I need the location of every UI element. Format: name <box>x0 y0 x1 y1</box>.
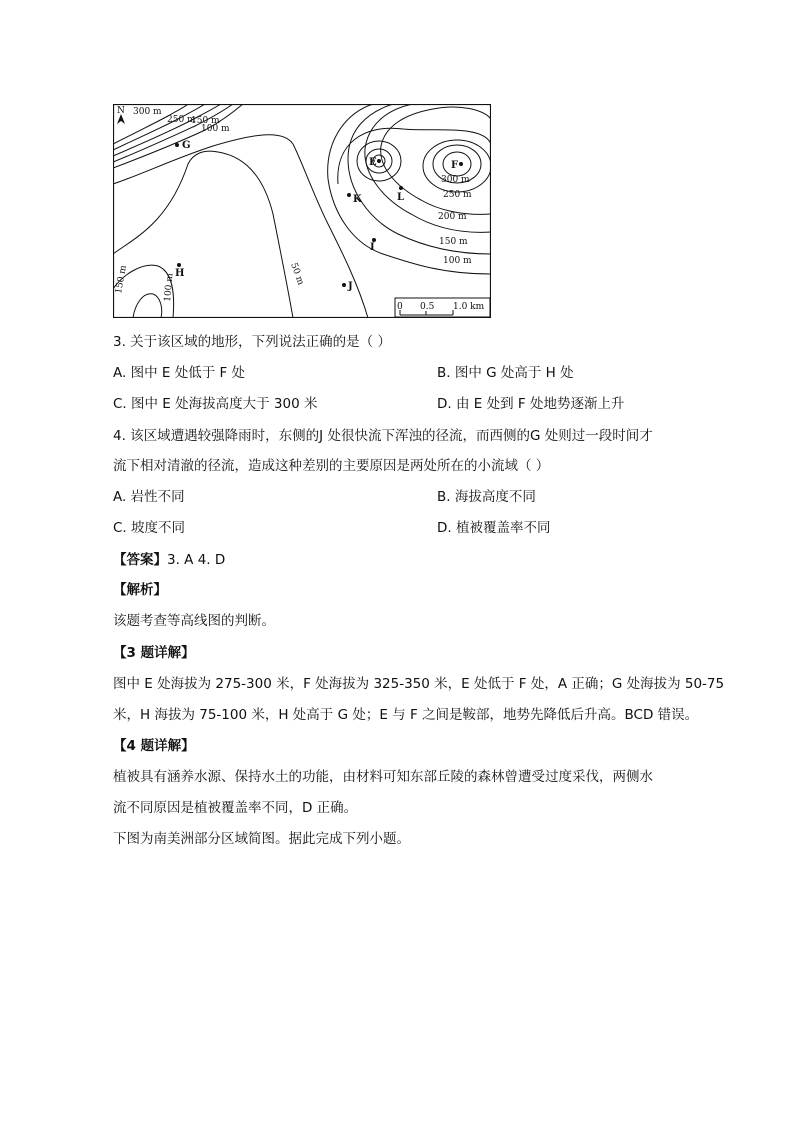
point-i: I <box>370 242 375 253</box>
detail3-label: 【3 题详解】 <box>113 645 195 661</box>
detail4-line1: 植被具有涵养水源、保持水土的功能，由材料可知东部丘陵的森林曾遭受过度采伐，两侧水 <box>113 769 653 785</box>
detail4-line2: 流不同原因是植被覆盖率不同，D 正确。 <box>113 800 358 816</box>
answer-line <box>113 550 225 570</box>
q4-option-d: D. 植被覆盖率不同 <box>437 520 551 536</box>
contour-label: 300 m <box>133 107 162 117</box>
q4-option-a: A. 岩性不同 <box>113 489 185 505</box>
contour-label: 250 m <box>443 190 472 200</box>
analysis-label: 【解析】 <box>113 582 167 598</box>
contour-label: 100 m <box>443 256 472 266</box>
contour-label: 200 m <box>438 212 467 222</box>
point-f: F <box>451 160 459 171</box>
contour-label: 150 m <box>439 237 468 247</box>
scale-label-half: 0.5 <box>420 302 435 312</box>
contour-label: 250 m <box>167 115 196 125</box>
next-intro: 下图为南美洲部分区域简图。据此完成下列小题。 <box>113 831 410 847</box>
point-h: H <box>175 268 185 279</box>
q3-option-c: C. 图中 E 处海拔高度大于 300 米 <box>113 396 318 412</box>
detail3-line2: 米，H 海拔为 75-100 米，H 处高于 G 处；E 与 F 之间是鞍部，地势先降低后升高。BCD 错误。 <box>113 707 699 723</box>
point-j: J <box>348 281 353 292</box>
analysis-text: 该题考查等高线图的判断。 <box>113 613 275 629</box>
contour-label: 100 m <box>163 272 176 303</box>
contour-label: 50 m <box>288 261 306 287</box>
detail3-line1: 图中 E 处海拔为 275-300 米，F 处海拔为 325-350 米，E 处低于 F 处，A 正确；G 处海拔为 50-75 <box>113 676 725 692</box>
q3-option-d: D. 由 E 处到 F 处地势逐渐上升 <box>437 396 625 412</box>
scale-label-0: 0 <box>397 302 403 312</box>
q4-stem-line1: 4. 该区域遭遇较强降雨时，东侧的J 处很快流下浑浊的径流，而西侧的G 处则过一段时间才 <box>113 428 653 444</box>
point-e: E <box>369 157 377 168</box>
contour-label: 300 m <box>441 175 470 185</box>
contour-label: 100 m <box>201 124 230 134</box>
scale-label-km: 1.0 km <box>453 302 485 312</box>
contour-map <box>113 104 491 318</box>
contour-label: 150 m <box>191 116 220 126</box>
answer-label: 【答案】 <box>113 552 167 568</box>
contour-label: 150 m <box>114 264 129 295</box>
north-label: N <box>117 106 125 116</box>
point-g: G <box>182 140 191 151</box>
point-l: L <box>397 192 405 203</box>
q3-option-a: A. 图中 E 处低于 F 处 <box>113 365 246 381</box>
q3-stem: 3. 关于该区域的地形，下列说法正确的是（ ） <box>113 334 391 350</box>
q4-option-b: B. 海拔高度不同 <box>437 489 536 505</box>
detail4-label: 【4 题详解】 <box>113 738 195 754</box>
q4-option-c: C. 坡度不同 <box>113 520 186 536</box>
point-k: K <box>353 194 362 205</box>
answer-value: 3. A 4. D <box>167 552 226 568</box>
q3-option-b: B. 图中 G 处高于 H 处 <box>437 365 574 381</box>
q4-stem-line2: 流下相对清澈的径流，造成这种差别的主要原因是两处所在的小流域（ ） <box>113 458 550 474</box>
